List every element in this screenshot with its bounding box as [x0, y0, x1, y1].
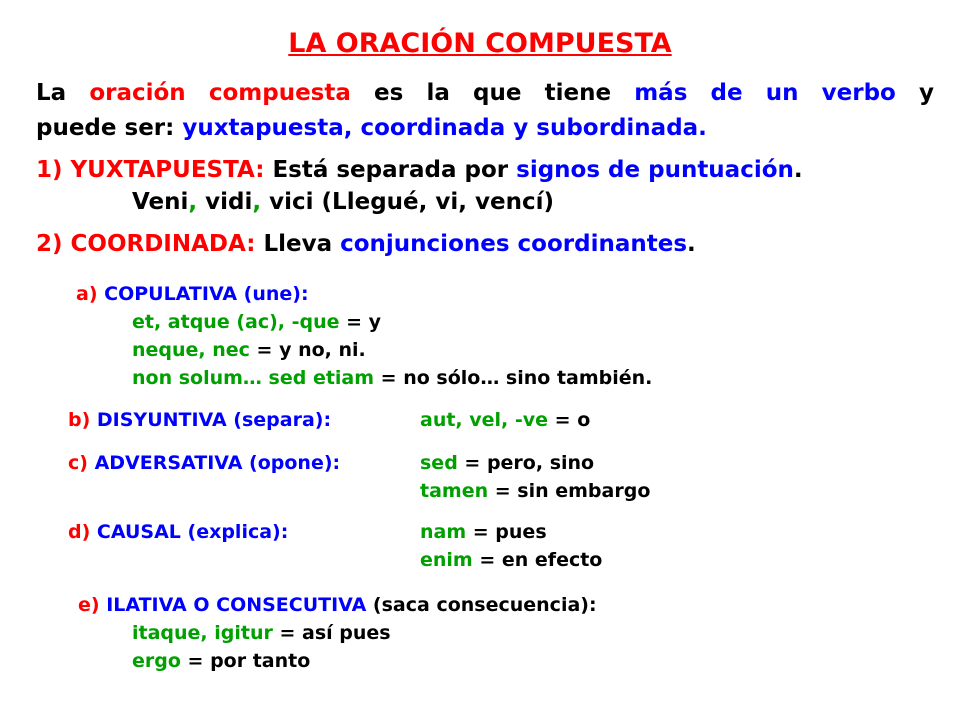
yuxtapuesta-highlight: signos de puntuación [516, 157, 794, 183]
translation: = o [548, 409, 591, 431]
yuxtapuesta-text: Está separada por [264, 157, 517, 183]
coordinada-label: 2) COORDINADA: [36, 231, 256, 257]
latin-term: neque, nec [132, 339, 250, 361]
translation: = pues [466, 521, 547, 543]
causal-line-2 [420, 549, 602, 571]
coordinada-highlight: conjunciones coordinantes [340, 231, 688, 257]
intro-text: es la que tiene [350, 80, 635, 106]
disyuntiva-letter: b) [68, 409, 97, 431]
coordinada-text: . [687, 231, 696, 257]
latin-term: non solum… sed etiam [132, 367, 375, 389]
ilativa-letter: e) [78, 594, 107, 616]
adversativa-line-1 [420, 452, 594, 474]
yuxtapuesta-text: . [793, 157, 803, 183]
adversativa-letter: c) [68, 452, 95, 474]
intro-line-2 [36, 111, 934, 146]
intro-text: y [895, 80, 934, 106]
copulativa-letter: a) [76, 283, 105, 305]
example-word: vici (Llegué, vi, vencí) [261, 189, 554, 215]
latin-term: itaque, igitur [132, 622, 273, 644]
translation: = y [339, 311, 382, 333]
ilativa-description: (saca consecuencia): [366, 594, 597, 616]
intro-term: oración compuesta [89, 80, 351, 106]
translation: = sin embargo [488, 480, 651, 502]
latin-term: sed [420, 452, 458, 474]
translation: = así pues [272, 622, 391, 644]
intro-text: puede ser: [36, 115, 183, 141]
latin-term: aut, vel, -ve [420, 409, 549, 431]
latin-term: et, atque (ac), -que [132, 311, 340, 333]
latin-term: ergo [132, 650, 181, 672]
translation: = pero, sino [457, 452, 595, 474]
translation: = no sólo… sino también. [374, 367, 653, 389]
translation: = por tanto [180, 650, 311, 672]
causal-letter: d) [68, 521, 97, 543]
coordinada-line [36, 231, 696, 257]
coordinada-text: Lleva [255, 231, 341, 257]
adversativa-name: ADVERSATIVA (opone): [94, 452, 341, 474]
copulativa-line-3 [132, 367, 652, 389]
intro-line-1 [36, 76, 934, 111]
causal-name: CAUSAL (explica): [96, 521, 289, 543]
ilativa-line-1 [132, 622, 391, 644]
intro-text: La [36, 80, 90, 106]
example-word: vidi [197, 189, 253, 215]
copulativa-line-1 [132, 311, 381, 333]
yuxtapuesta-label: 1) YUXTAPUESTA: [36, 157, 265, 183]
causal-heading [68, 521, 288, 543]
intro-highlight: más de un verbo [634, 80, 896, 106]
example-comma: , [252, 189, 262, 215]
latin-term: nam [420, 521, 467, 543]
ilativa-line-2 [132, 650, 310, 672]
translation: = en efecto [472, 549, 603, 571]
copulativa-heading [76, 283, 309, 305]
copulativa-name: COPULATIVA (une): [104, 283, 309, 305]
ilativa-name: ILATIVA O CONSECUTIVA [106, 594, 367, 616]
causal-line-1 [420, 521, 547, 543]
page-title: LA ORACIÓN COMPUESTA [288, 28, 672, 59]
intro-types: yuxtapuesta, coordinada y subordinada. [182, 115, 707, 141]
latin-term: tamen [420, 480, 489, 502]
latin-term: enim [420, 549, 473, 571]
copulativa-line-2 [132, 339, 366, 361]
yuxtapuesta-example [132, 189, 554, 215]
example-word: Veni [132, 189, 189, 215]
adversativa-line-2 [420, 480, 650, 502]
example-comma: , [188, 189, 198, 215]
adversativa-heading [68, 452, 340, 474]
yuxtapuesta-line [36, 157, 803, 183]
disyuntiva-name: DISYUNTIVA (separa): [96, 409, 332, 431]
disyuntiva-line-1 [420, 409, 590, 431]
translation: = y no, ni. [249, 339, 366, 361]
disyuntiva-heading [68, 409, 331, 431]
ilativa-heading [78, 594, 597, 616]
intro-paragraph [36, 76, 934, 146]
